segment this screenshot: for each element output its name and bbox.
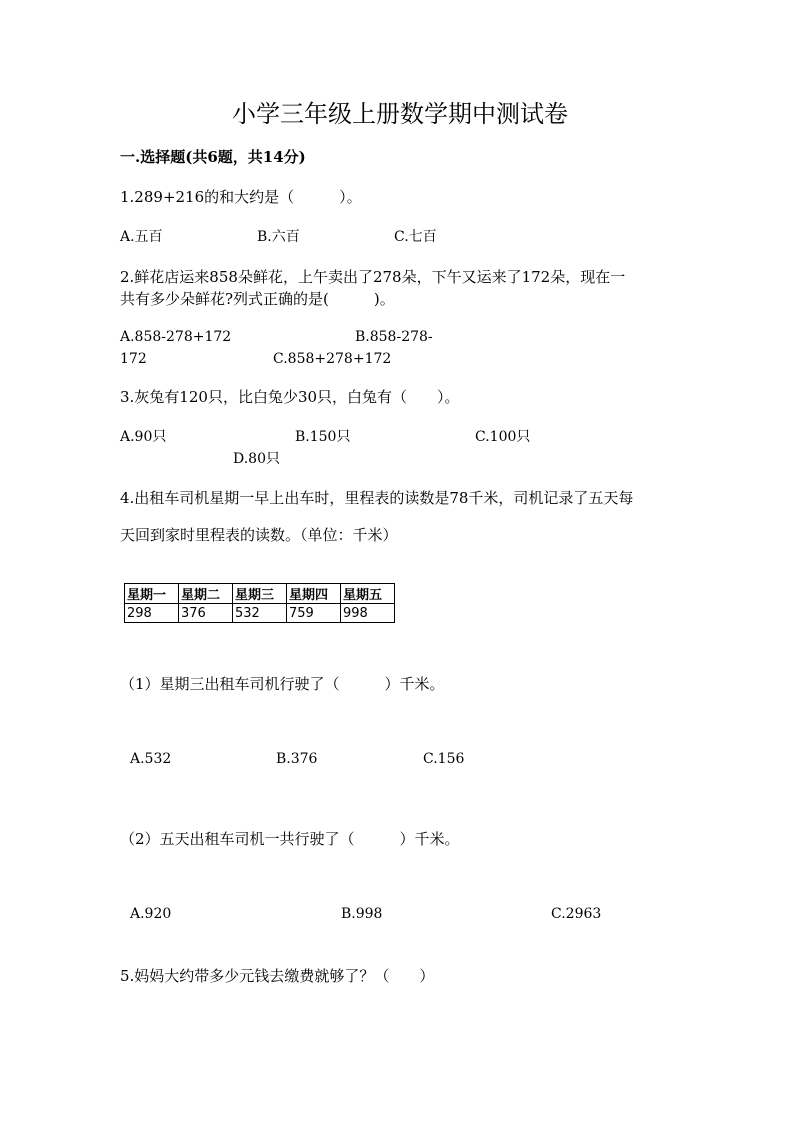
page-title: 小学三年级上册数学期中测试卷	[232, 100, 568, 128]
question-3-option-a: A.90只	[120, 429, 167, 445]
table-header-cell: 星期二	[179, 584, 233, 604]
question-4-sub-1-option-c: C.156	[423, 751, 465, 767]
question-3-option-b: B.150只	[295, 429, 351, 445]
table-header-cell: 星期三	[233, 584, 287, 604]
question-2-option-a: A.858-278+172	[120, 329, 232, 345]
question-3: 3.灰兔有120只，比白兔少30只，白兔有（ ）。	[120, 388, 460, 406]
question-4-line-2: 天回到家时里程表的读数。（单位：千米）	[120, 526, 398, 544]
question-2-line-2: 共有多少朵鲜花?列式正确的是( )。	[120, 290, 395, 308]
question-1: 1.289+216的和大约是（ ）。	[120, 188, 362, 206]
question-4-line-1: 4.出租车司机星期一早上出车时，里程表的读数是78千米，司机记录了五天每	[120, 489, 634, 507]
question-3-option-c: C.100只	[475, 429, 531, 445]
question-2-option-b-continued: 172	[120, 351, 147, 367]
table-header-row	[125, 584, 395, 604]
mileage-table	[124, 583, 395, 623]
question-2-option-b: B.858-278-	[355, 329, 433, 345]
question-4-sub-2: （2）五天出租车司机一共行驶了（ ）千米。	[120, 830, 460, 848]
table-cell: 759	[287, 604, 341, 623]
question-1-option-a: A.五百	[120, 229, 163, 245]
table-cell: 376	[179, 604, 233, 623]
question-4-sub-1-option-a: A.532	[130, 751, 172, 767]
question-4-sub-2-option-c: C.2963	[551, 906, 602, 922]
table-row	[125, 604, 395, 623]
table-header-cell: 星期一	[125, 584, 179, 604]
table-cell: 532	[233, 604, 287, 623]
question-5: 5.妈妈大约带多少元钱去缴费就够了？（ ）	[120, 967, 435, 985]
table-cell: 298	[125, 604, 179, 623]
question-4-sub-1-option-b: B.376	[276, 751, 318, 767]
question-1-option-c: C.七百	[394, 229, 437, 245]
section-heading: 一.选择题(共6题，共14分)	[120, 148, 306, 166]
question-4-sub-2-option-a: A.920	[130, 906, 172, 922]
question-4-sub-2-option-b: B.998	[341, 906, 383, 922]
table-cell: 998	[341, 604, 395, 623]
question-3-option-d: D.80只	[233, 451, 280, 467]
question-2-option-c: C.858+278+172	[273, 351, 392, 367]
table-header-cell: 星期四	[287, 584, 341, 604]
question-4-sub-1: （1）星期三出租车司机行驶了（ ）千米。	[120, 675, 445, 693]
table-header-cell: 星期五	[341, 584, 395, 604]
question-1-option-b: B.六百	[257, 229, 300, 245]
question-2-line-1: 2.鲜花店运来858朵鲜花，上午卖出了278朵，下午又运来了172朵，现在一	[120, 268, 626, 286]
